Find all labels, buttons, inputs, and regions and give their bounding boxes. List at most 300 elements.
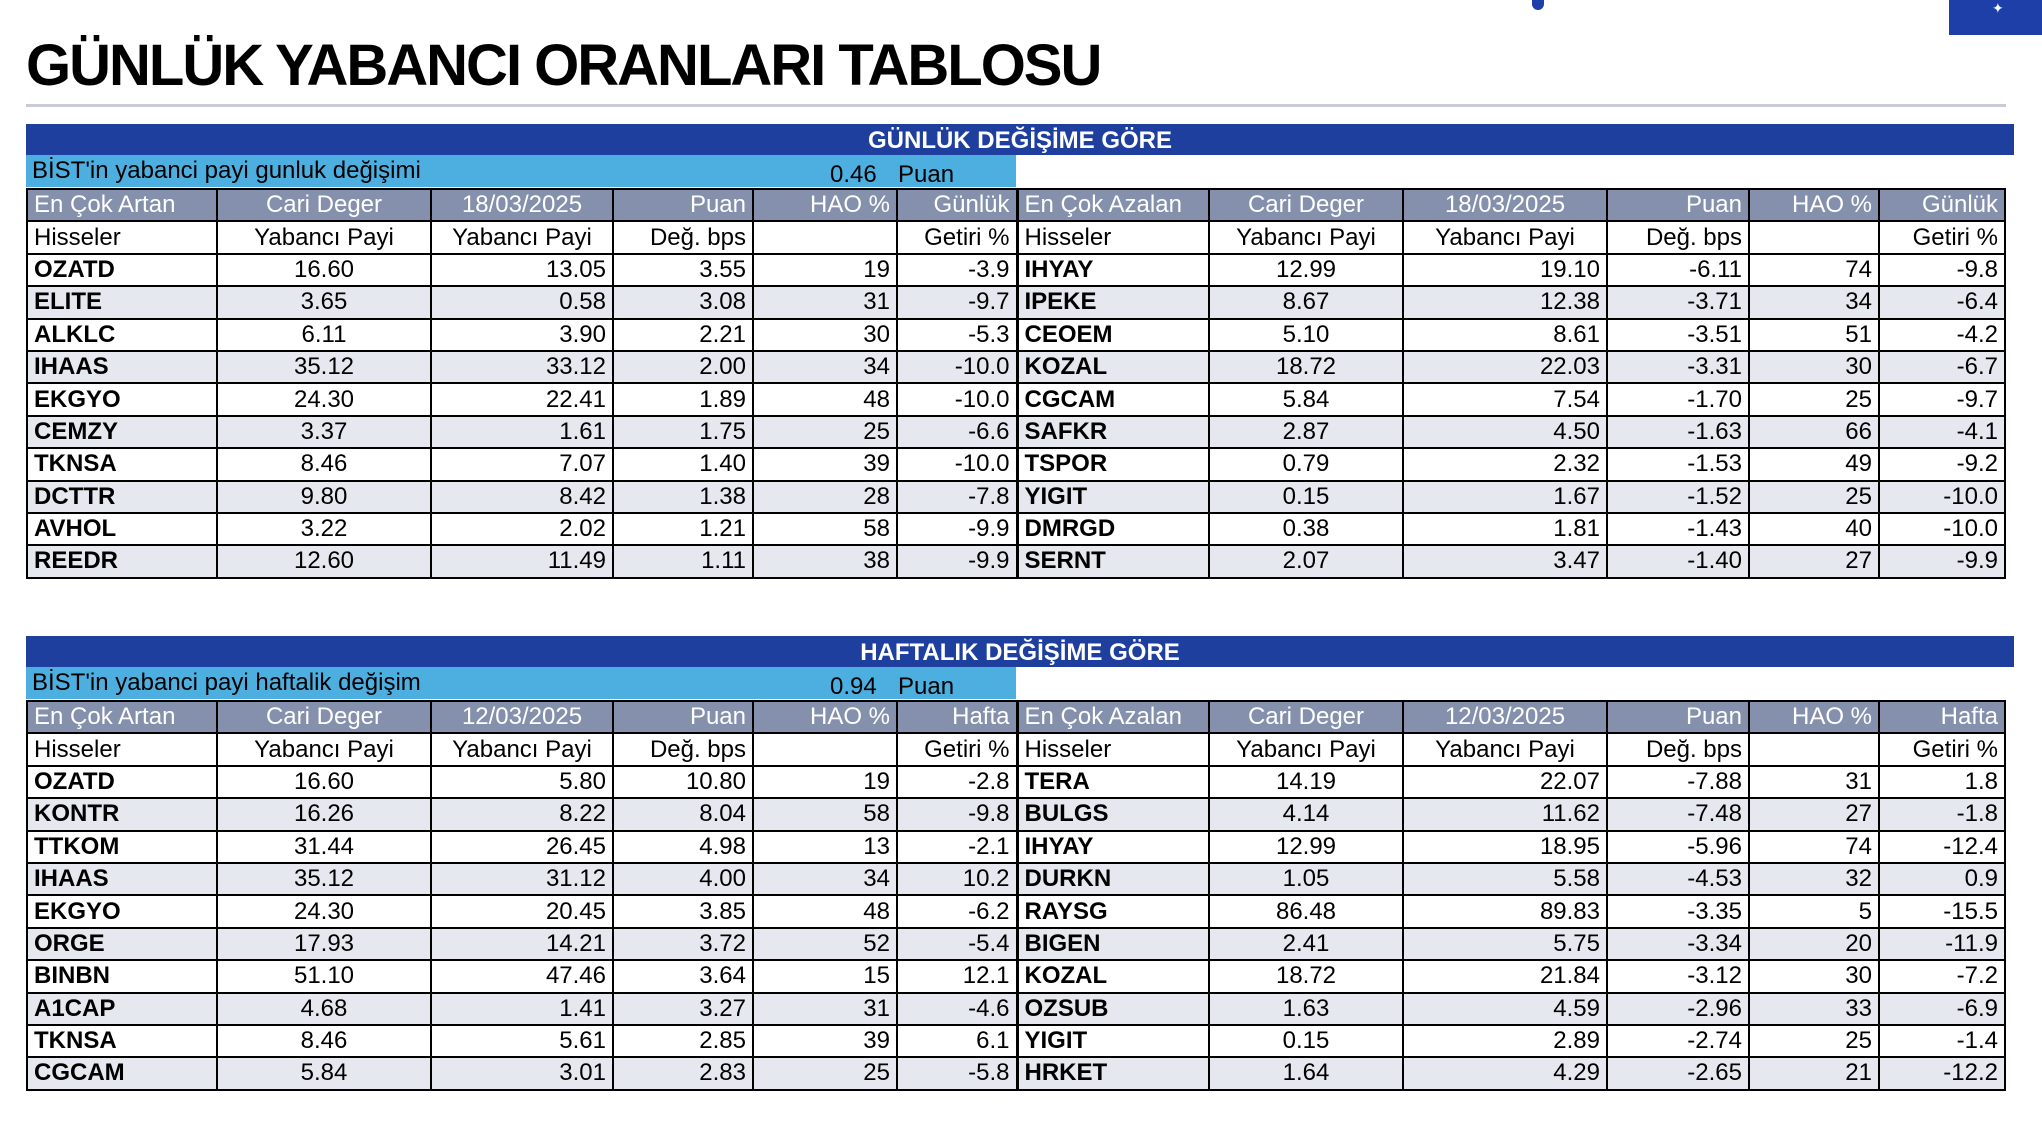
ticker-cell: CEMZY: [27, 416, 217, 448]
value-cell: -12.4: [1879, 831, 2005, 863]
value-cell: 5.10: [1209, 319, 1403, 351]
value-cell: 17.93: [217, 928, 431, 960]
table-row: [27, 928, 2005, 960]
column-header: Cari Deger: [1209, 701, 1403, 733]
value-cell: 11.49: [431, 545, 613, 577]
value-cell: 0.15: [1209, 481, 1403, 513]
daily-summary-unit: Puan: [898, 161, 955, 188]
ticker-cell: KOZAL: [1017, 960, 1209, 992]
value-cell: 38: [753, 545, 897, 577]
weekly-section-heading: HAFTALIK DEĞİŞİME GÖRE: [26, 636, 2014, 667]
value-cell: 28: [753, 481, 897, 513]
value-cell: 0.15: [1209, 1025, 1403, 1057]
value-cell: 2.07: [1209, 545, 1403, 577]
value-cell: -1.8: [1879, 798, 2005, 830]
weekly-header-row-1: [27, 701, 2005, 733]
ticker-cell: BULGS: [1017, 798, 1209, 830]
ticker-cell: TTKOM: [27, 831, 217, 863]
value-cell: 12.38: [1403, 286, 1607, 318]
daily-summary-value: 0.46: [830, 161, 877, 188]
logo-icon: ✦: [1992, 0, 2004, 16]
table-row: [27, 319, 2005, 351]
weekly-table: [26, 700, 2006, 1091]
value-cell: -10.0: [1879, 513, 2005, 545]
column-header: Yabancı Payi: [1403, 733, 1607, 765]
value-cell: 5.58: [1403, 863, 1607, 895]
value-cell: 1.21: [613, 513, 753, 545]
column-header: Değ. bps: [613, 733, 753, 765]
value-cell: 2.83: [613, 1057, 753, 1089]
value-cell: 14.19: [1209, 766, 1403, 798]
value-cell: -3.31: [1607, 351, 1749, 383]
value-cell: 0.58: [431, 286, 613, 318]
column-header: En Çok Artan: [27, 701, 217, 733]
value-cell: 2.02: [431, 513, 613, 545]
ticker-cell: RAYSG: [1017, 895, 1209, 927]
column-header: 12/03/2025: [431, 701, 613, 733]
value-cell: 1.40: [613, 448, 753, 480]
value-cell: 3.22: [217, 513, 431, 545]
value-cell: 12.60: [217, 545, 431, 577]
value-cell: 31: [1749, 766, 1879, 798]
value-cell: 22.41: [431, 383, 613, 415]
ticker-cell: AVHOL: [27, 513, 217, 545]
table-row: [27, 351, 2005, 383]
value-cell: -2.96: [1607, 993, 1749, 1025]
value-cell: 74: [1749, 831, 1879, 863]
value-cell: 3.37: [217, 416, 431, 448]
value-cell: 32: [1749, 863, 1879, 895]
value-cell: 11.62: [1403, 798, 1607, 830]
value-cell: 2.32: [1403, 448, 1607, 480]
table-row: [27, 1057, 2005, 1089]
ticker-cell: A1CAP: [27, 993, 217, 1025]
ticker-cell: YIGIT: [1017, 1025, 1209, 1057]
value-cell: 1.75: [613, 416, 753, 448]
column-header: Puan: [613, 189, 753, 221]
column-header: HAO %: [753, 701, 897, 733]
value-cell: 25: [753, 416, 897, 448]
value-cell: -10.0: [897, 383, 1017, 415]
value-cell: 8.67: [1209, 286, 1403, 318]
value-cell: -5.96: [1607, 831, 1749, 863]
ticker-cell: KOZAL: [1017, 351, 1209, 383]
ticker-cell: REEDR: [27, 545, 217, 577]
value-cell: 25: [1749, 383, 1879, 415]
value-cell: 3.65: [217, 286, 431, 318]
column-header: En Çok Azalan: [1017, 189, 1209, 221]
value-cell: 1.89: [613, 383, 753, 415]
value-cell: 13: [753, 831, 897, 863]
table-row: [27, 766, 2005, 798]
column-header: Yabancı Payi: [1403, 221, 1607, 253]
column-header: Hafta: [897, 701, 1017, 733]
ticker-cell: EKGYO: [27, 383, 217, 415]
ticker-cell: ALKLC: [27, 319, 217, 351]
weekly-summary-unit: Puan: [898, 673, 955, 700]
column-header: [1749, 733, 1879, 765]
value-cell: 3.47: [1403, 545, 1607, 577]
value-cell: 58: [753, 798, 897, 830]
value-cell: -6.6: [897, 416, 1017, 448]
daily-summary-label: BİST'in yabanci payi gunluk değişimi: [32, 157, 421, 184]
column-header: Yabancı Payi: [1209, 733, 1403, 765]
value-cell: 19.10: [1403, 254, 1607, 286]
value-cell: 8.61: [1403, 319, 1607, 351]
value-cell: 86.48: [1209, 895, 1403, 927]
ticker-cell: OZSUB: [1017, 993, 1209, 1025]
value-cell: -6.11: [1607, 254, 1749, 286]
value-cell: 0.79: [1209, 448, 1403, 480]
value-cell: -1.4: [1879, 1025, 2005, 1057]
value-cell: 24.30: [217, 383, 431, 415]
value-cell: 40: [1749, 513, 1879, 545]
ticker-cell: CGCAM: [27, 1057, 217, 1089]
weekly-summary-value: 0.94: [830, 673, 877, 700]
column-header: [753, 221, 897, 253]
column-header: Getiri %: [897, 221, 1017, 253]
ticker-cell: IHYAY: [1017, 831, 1209, 863]
value-cell: 1.67: [1403, 481, 1607, 513]
ticker-cell: SAFKR: [1017, 416, 1209, 448]
value-cell: -9.9: [897, 545, 1017, 577]
daily-table: [26, 188, 2006, 579]
column-header: Cari Deger: [217, 701, 431, 733]
table-row: [27, 895, 2005, 927]
ticker-cell: IPEKE: [1017, 286, 1209, 318]
daily-header-row-1: [27, 189, 2005, 221]
value-cell: 5.80: [431, 766, 613, 798]
value-cell: -1.70: [1607, 383, 1749, 415]
value-cell: 5.75: [1403, 928, 1607, 960]
value-cell: 20: [1749, 928, 1879, 960]
ticker-cell: DURKN: [1017, 863, 1209, 895]
value-cell: -7.48: [1607, 798, 1749, 830]
value-cell: 24.30: [217, 895, 431, 927]
column-header: Puan: [1607, 701, 1749, 733]
table-row: [27, 798, 2005, 830]
value-cell: -3.35: [1607, 895, 1749, 927]
value-cell: 9.80: [217, 481, 431, 513]
value-cell: 15: [753, 960, 897, 992]
value-cell: -4.6: [897, 993, 1017, 1025]
column-header: Hisseler: [27, 733, 217, 765]
value-cell: 4.00: [613, 863, 753, 895]
column-header: Değ. bps: [1607, 733, 1749, 765]
ticker-cell: TKNSA: [27, 1025, 217, 1057]
value-cell: -4.53: [1607, 863, 1749, 895]
value-cell: 6.11: [217, 319, 431, 351]
value-cell: 27: [1749, 798, 1879, 830]
value-cell: 12.99: [1209, 254, 1403, 286]
value-cell: 58: [753, 513, 897, 545]
value-cell: 52: [753, 928, 897, 960]
column-header: Getiri %: [1879, 221, 2005, 253]
ticker-cell: DCTTR: [27, 481, 217, 513]
column-header: HAO %: [753, 189, 897, 221]
ticker-cell: ELITE: [27, 286, 217, 318]
value-cell: 4.50: [1403, 416, 1607, 448]
value-cell: 26.45: [431, 831, 613, 863]
value-cell: 5: [1749, 895, 1879, 927]
value-cell: -4.1: [1879, 416, 2005, 448]
ticker-cell: KONTR: [27, 798, 217, 830]
weekly-summary-label: BİST'in yabanci payi haftalik değişim: [32, 669, 421, 696]
value-cell: 8.46: [217, 448, 431, 480]
value-cell: -5.8: [897, 1057, 1017, 1089]
value-cell: -1.43: [1607, 513, 1749, 545]
value-cell: -2.74: [1607, 1025, 1749, 1057]
value-cell: 39: [753, 1025, 897, 1057]
value-cell: -5.4: [897, 928, 1017, 960]
value-cell: -9.7: [1879, 383, 2005, 415]
value-cell: -11.9: [1879, 928, 2005, 960]
value-cell: 3.27: [613, 993, 753, 1025]
table-row: [27, 286, 2005, 318]
column-header: Yabancı Payi: [431, 733, 613, 765]
value-cell: 4.68: [217, 993, 431, 1025]
value-cell: -9.8: [1879, 254, 2005, 286]
weekly-summary-bar: [26, 667, 1016, 699]
ticker-cell: TERA: [1017, 766, 1209, 798]
ticker-cell: BIGEN: [1017, 928, 1209, 960]
column-header: Yabancı Payi: [431, 221, 613, 253]
value-cell: -6.2: [897, 895, 1017, 927]
value-cell: 19: [753, 254, 897, 286]
value-cell: 31.12: [431, 863, 613, 895]
column-header: Günlük: [1879, 189, 2005, 221]
value-cell: 10.2: [897, 863, 1017, 895]
column-header: Günlük: [897, 189, 1017, 221]
column-header: Puan: [613, 701, 753, 733]
value-cell: 1.61: [431, 416, 613, 448]
column-header: Hafta: [1879, 701, 2005, 733]
value-cell: 34: [1749, 286, 1879, 318]
table-row: [27, 416, 2005, 448]
column-header: Cari Deger: [1209, 189, 1403, 221]
value-cell: -10.0: [897, 448, 1017, 480]
value-cell: 34: [753, 351, 897, 383]
column-header: En Çok Azalan: [1017, 701, 1209, 733]
value-cell: 35.12: [217, 351, 431, 383]
value-cell: 8.04: [613, 798, 753, 830]
value-cell: 3.08: [613, 286, 753, 318]
value-cell: -10.0: [1879, 481, 2005, 513]
value-cell: 2.85: [613, 1025, 753, 1057]
ticker-cell: SERNT: [1017, 545, 1209, 577]
value-cell: 8.46: [217, 1025, 431, 1057]
value-cell: 5.84: [1209, 383, 1403, 415]
ticker-cell: ORGE: [27, 928, 217, 960]
value-cell: 31: [753, 993, 897, 1025]
value-cell: 5.84: [217, 1057, 431, 1089]
value-cell: 1.63: [1209, 993, 1403, 1025]
table-row: [27, 545, 2005, 577]
brand-dot: [1532, 0, 1544, 10]
column-header: En Çok Artan: [27, 189, 217, 221]
value-cell: 48: [753, 895, 897, 927]
ticker-cell: CEOEM: [1017, 319, 1209, 351]
value-cell: 5.61: [431, 1025, 613, 1057]
value-cell: 30: [753, 319, 897, 351]
column-header: Cari Deger: [217, 189, 431, 221]
value-cell: -2.8: [897, 766, 1017, 798]
value-cell: 13.05: [431, 254, 613, 286]
ticker-cell: HRKET: [1017, 1057, 1209, 1089]
value-cell: 1.38: [613, 481, 753, 513]
column-header: Hisseler: [1017, 733, 1209, 765]
value-cell: 16.60: [217, 766, 431, 798]
table-row: [27, 863, 2005, 895]
value-cell: 1.64: [1209, 1057, 1403, 1089]
value-cell: 4.59: [1403, 993, 1607, 1025]
column-header: Getiri %: [897, 733, 1017, 765]
table-row: [27, 1025, 2005, 1057]
table-row: [27, 254, 2005, 286]
value-cell: -6.4: [1879, 286, 2005, 318]
value-cell: 47.46: [431, 960, 613, 992]
value-cell: 48: [753, 383, 897, 415]
value-cell: 3.01: [431, 1057, 613, 1089]
value-cell: -15.5: [1879, 895, 2005, 927]
value-cell: 1.05: [1209, 863, 1403, 895]
value-cell: -9.7: [897, 286, 1017, 318]
value-cell: 20.45: [431, 895, 613, 927]
value-cell: 7.07: [431, 448, 613, 480]
value-cell: -3.34: [1607, 928, 1749, 960]
value-cell: 25: [1749, 481, 1879, 513]
value-cell: 3.64: [613, 960, 753, 992]
ticker-cell: TKNSA: [27, 448, 217, 480]
table-row: [27, 448, 2005, 480]
value-cell: 2.89: [1403, 1025, 1607, 1057]
value-cell: 10.80: [613, 766, 753, 798]
value-cell: 22.07: [1403, 766, 1607, 798]
column-header: [1749, 221, 1879, 253]
ticker-cell: EKGYO: [27, 895, 217, 927]
value-cell: -6.9: [1879, 993, 2005, 1025]
value-cell: 31: [753, 286, 897, 318]
value-cell: 27: [1749, 545, 1879, 577]
value-cell: -3.12: [1607, 960, 1749, 992]
column-header: Değ. bps: [1607, 221, 1749, 253]
value-cell: 16.60: [217, 254, 431, 286]
value-cell: -2.65: [1607, 1057, 1749, 1089]
value-cell: 51.10: [217, 960, 431, 992]
page-title: GÜNLÜK YABANCI ORANLARI TABLOSU: [26, 33, 1101, 98]
value-cell: 1.11: [613, 545, 753, 577]
value-cell: 3.72: [613, 928, 753, 960]
value-cell: 2.00: [613, 351, 753, 383]
value-cell: -4.2: [1879, 319, 2005, 351]
column-header: Yabancı Payi: [217, 733, 431, 765]
value-cell: 2.41: [1209, 928, 1403, 960]
daily-header-row-2: [27, 221, 2005, 253]
value-cell: 4.14: [1209, 798, 1403, 830]
weekly-header-row-2: [27, 733, 2005, 765]
column-header: HAO %: [1749, 189, 1879, 221]
value-cell: -2.1: [897, 831, 1017, 863]
table-row: [27, 960, 2005, 992]
value-cell: 0.9: [1879, 863, 2005, 895]
value-cell: 66: [1749, 416, 1879, 448]
value-cell: 39: [753, 448, 897, 480]
value-cell: 16.26: [217, 798, 431, 830]
value-cell: -10.0: [897, 351, 1017, 383]
value-cell: -1.63: [1607, 416, 1749, 448]
value-cell: 74: [1749, 254, 1879, 286]
value-cell: 89.83: [1403, 895, 1607, 927]
value-cell: -5.3: [897, 319, 1017, 351]
value-cell: 14.21: [431, 928, 613, 960]
table-row: [27, 993, 2005, 1025]
daily-section-heading: GÜNLÜK DEĞİŞİME GÖRE: [26, 124, 2014, 155]
value-cell: 4.98: [613, 831, 753, 863]
ticker-cell: IHYAY: [1017, 254, 1209, 286]
value-cell: -1.40: [1607, 545, 1749, 577]
column-header: 18/03/2025: [431, 189, 613, 221]
value-cell: -1.53: [1607, 448, 1749, 480]
column-header: 18/03/2025: [1403, 189, 1607, 221]
value-cell: 2.87: [1209, 416, 1403, 448]
ticker-cell: OZATD: [27, 254, 217, 286]
value-cell: 30: [1749, 960, 1879, 992]
value-cell: -9.9: [897, 513, 1017, 545]
ticker-cell: TSPOR: [1017, 448, 1209, 480]
value-cell: 4.29: [1403, 1057, 1607, 1089]
value-cell: -9.9: [1879, 545, 2005, 577]
value-cell: 19: [753, 766, 897, 798]
value-cell: 51: [1749, 319, 1879, 351]
table-row: [27, 481, 2005, 513]
column-header: Yabancı Payi: [1209, 221, 1403, 253]
value-cell: -7.2: [1879, 960, 2005, 992]
value-cell: 18.95: [1403, 831, 1607, 863]
value-cell: 12.1: [897, 960, 1017, 992]
value-cell: 3.55: [613, 254, 753, 286]
column-header: Getiri %: [1879, 733, 2005, 765]
column-header: Yabancı Payi: [217, 221, 431, 253]
value-cell: 25: [753, 1057, 897, 1089]
value-cell: -12.2: [1879, 1057, 2005, 1089]
value-cell: -3.51: [1607, 319, 1749, 351]
value-cell: -7.8: [897, 481, 1017, 513]
ticker-cell: IHAAS: [27, 351, 217, 383]
value-cell: 18.72: [1209, 960, 1403, 992]
value-cell: 25: [1749, 1025, 1879, 1057]
table-row: [27, 831, 2005, 863]
ticker-cell: CGCAM: [1017, 383, 1209, 415]
table-row: [27, 513, 2005, 545]
ticker-cell: OZATD: [27, 766, 217, 798]
column-header: Hisseler: [27, 221, 217, 253]
value-cell: -1.52: [1607, 481, 1749, 513]
column-header: HAO %: [1749, 701, 1879, 733]
value-cell: 3.85: [613, 895, 753, 927]
ticker-cell: YIGIT: [1017, 481, 1209, 513]
value-cell: 33: [1749, 993, 1879, 1025]
value-cell: 1.41: [431, 993, 613, 1025]
value-cell: -9.8: [897, 798, 1017, 830]
value-cell: 8.42: [431, 481, 613, 513]
column-header: Hisseler: [1017, 221, 1209, 253]
table-row: [27, 383, 2005, 415]
value-cell: -7.88: [1607, 766, 1749, 798]
ticker-cell: BINBN: [27, 960, 217, 992]
value-cell: 33.12: [431, 351, 613, 383]
value-cell: 1.81: [1403, 513, 1607, 545]
column-header: 12/03/2025: [1403, 701, 1607, 733]
